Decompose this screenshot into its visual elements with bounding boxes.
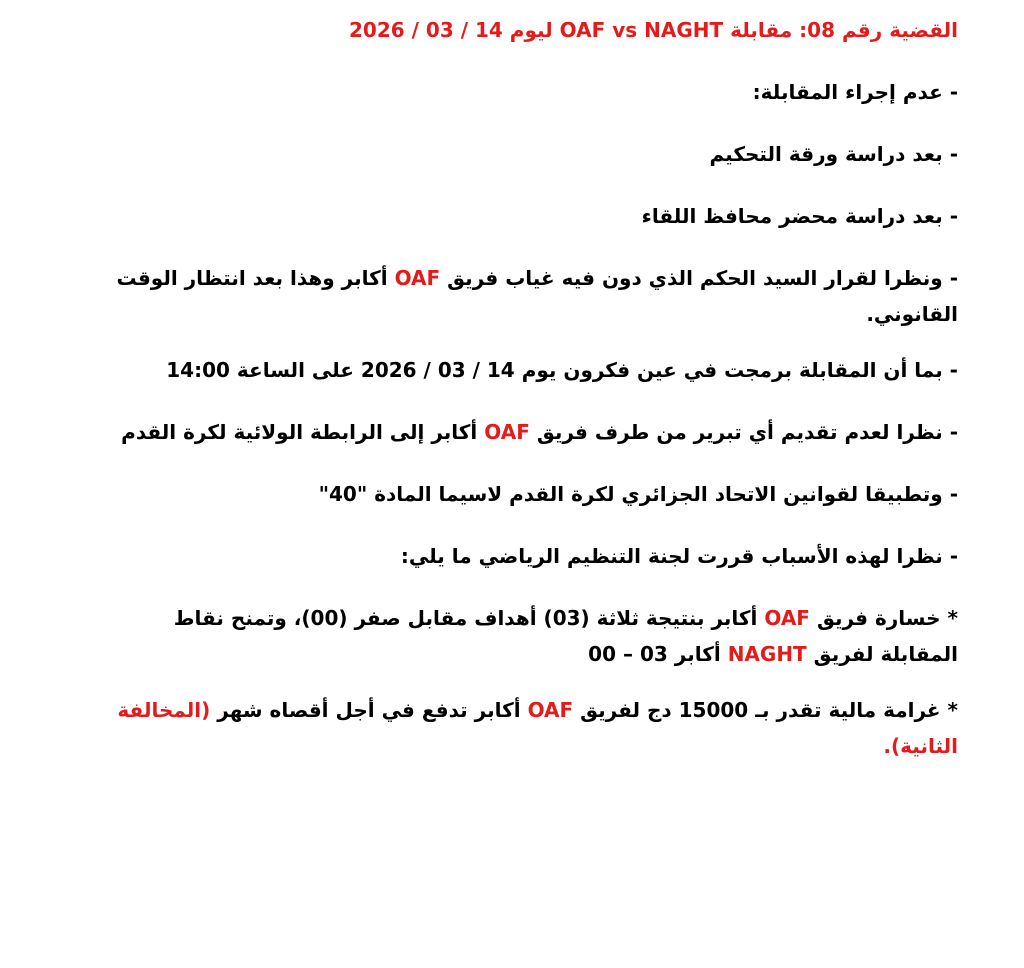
team-name-oaf: OAF	[484, 420, 530, 444]
case-number: القضية رقم 08: مقابلة	[730, 18, 958, 42]
item-after-sheet: - بعد دراسة ورقة التحكيم	[709, 142, 958, 166]
fine-text-a: * غرامة مالية تقدر بـ 15000 دج لفريق	[580, 698, 958, 722]
item-scheduled: - بما أن المقابلة برمجت في عين فكرون يوم 14 / 03 / 2026 على الساعة 14:00	[166, 358, 958, 382]
item-decided: - نظرا لهذه الأسباب قررت لجنة التنظيم الرياضي ما يلي:	[400, 544, 958, 568]
referee-text-a: - ونظرا لقرار السيد الحكم الذي دون فيه غياب فريق	[447, 266, 958, 290]
fine-text-b: أكابر تدفع في أجل أقصاه شهر	[217, 698, 521, 722]
item-loss-penalty	[58, 600, 958, 672]
offense-label-cont: الثانية).	[883, 734, 958, 758]
no-justify-text-b: أكابر إلى الرابطة الولائية لكرة القدم	[121, 420, 478, 444]
match-teams: OAF vs NAGHT	[559, 18, 724, 42]
item-fine	[58, 692, 958, 764]
team-name-naght: NAGHT	[727, 642, 807, 666]
match-date: ليوم 14 / 03 / 2026	[349, 18, 553, 42]
offense-label: (المخالفة	[117, 698, 211, 722]
team-name-oaf: OAF	[394, 266, 441, 290]
item-no-match: - عدم إجراء المقابلة:	[752, 80, 958, 104]
loss-text-c: المقابلة لفريق	[813, 642, 958, 666]
item-referee-decision	[58, 260, 958, 332]
team-name-oaf: OAF	[527, 698, 574, 722]
no-justify-text-a: - نظرا لعدم تقديم أي تبرير من طرف فريق	[536, 420, 958, 444]
loss-text-b: أكابر بنتيجة ثلاثة (03) أهداف مقابل صفر (00)، وتمنح نقاط	[173, 606, 758, 630]
referee-text-b: أكابر وهذا بعد انتظار الوقت	[116, 266, 388, 290]
loss-text-d: أكابر 03 – 00	[588, 642, 721, 666]
team-name-oaf: OAF	[764, 606, 810, 630]
item-no-justification	[58, 414, 958, 450]
ruling-document	[58, 8, 958, 784]
item-after-report: - بعد دراسة محضر محافظ اللقاء	[641, 204, 958, 228]
case-title	[58, 14, 958, 46]
item-law: - وتطبيقا لقوانين الاتحاد الجزائري لكرة القدم لاسيما المادة "40"	[318, 482, 958, 506]
referee-text-c: القانوني.	[866, 302, 958, 326]
loss-text-a: * خسارة فريق	[816, 606, 958, 630]
